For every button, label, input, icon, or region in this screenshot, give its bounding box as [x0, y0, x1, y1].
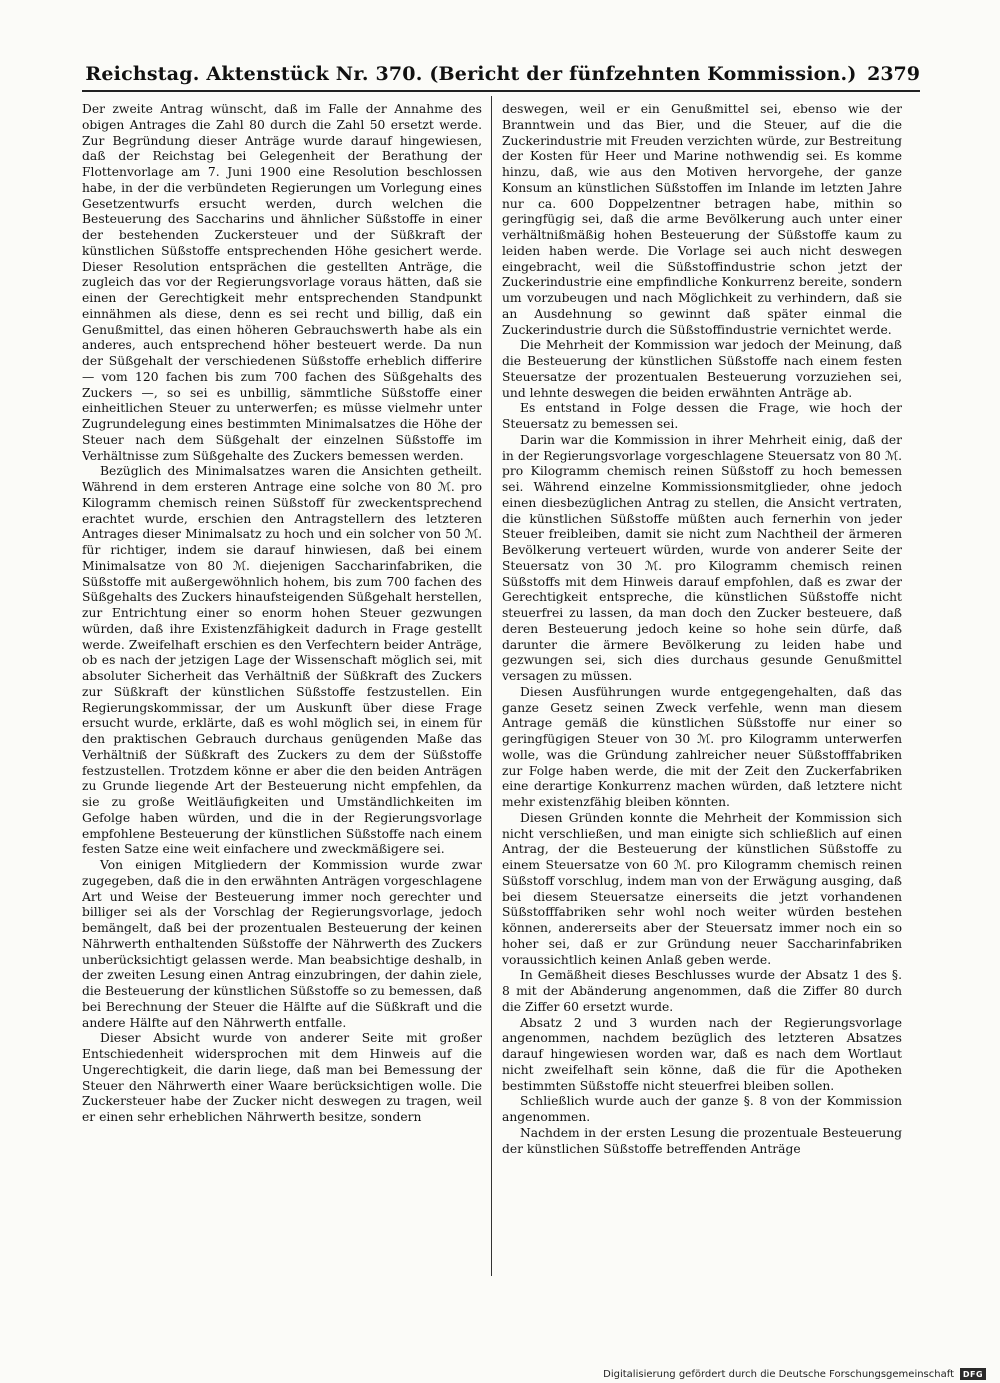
paragraph: Schließlich wurde auch der ganze §. 8 von der Kommission angenommen.: [502, 1094, 902, 1124]
page-number: 2379: [867, 63, 920, 85]
running-header: [82, 56, 920, 92]
header-rule: [82, 90, 920, 92]
paragraph: Diesen Ausführungen wurde entgegengehalten, daß das ganze Gesetz seinen Zweck verfehle, wenn man diesem Antrage gemäß die künstlichen Süßstoffe nur einer so geringfügigen Steuer von 30 ℳ. pro Kilogramm unterwerfen wolle, was die Gründung zahlreicher neuer Süßstofffabriken zur Folge haben werde, die mit der Zeit den Zuckerfabriken eine derartige Konkurrenz machen würden, daß letztere nicht mehr existenzfähig bleiben könnten.: [502, 684, 902, 809]
paragraph: Bezüglich des Minimalsatzes waren die Ansichten getheilt. Während in dem ersteren Antrage eine solche von 80 ℳ. pro Kilogramm chemisch reinen Süßstoff für zweckentsprechend erachtet wurde, erschien den Antragstellern des letzteren Antrages dieser Minimalsatz zu hoch und ein solcher von 50 ℳ. für richtiger, indem sie darauf hinwiesen, daß bei einem Minimalsatze von 80 ℳ. diejenigen Saccharinfabriken, die Süßstoffe mit außergewöhnlich hohem, bis zum 700 fachen des Süßgehalts des Zuckers hinaufsteigenden Süßgehalt herstellen, zur Entrichtung einer so enorm hohen Steuer gezwungen würden, daß ihre Existenzfähigkeit dadurch in Frage gestellt werde. Zweifelhaft erschien es den Verfechtern beider Anträge, ob es nach der jetzigen Lage der Wissenschaft möglich sei, mit absoluter Sicherheit das Verhältniß der Süßkraft des Zuckers zur Süßkraft der künstlichen Süßstoffe festzustellen. Ein Regierungskommissar, der um Auskunft über diese Frage ersucht wurde, erklärte, daß es wohl möglich sei, in einem für den praktischen Gebrauch durchaus genügenden Maße das Verhältniß der Süßkraft des Zuckers zu dem der Süßstoffe festzustellen. Trotzdem könne er aber die den beiden Anträgen zu Grunde liegende Art der Besteuerung nicht empfehlen, da sie zu große Weitläufigkeiten und Umständlichkeiten im Gefolge haben würden, und die in der Regierungsvorlage empfohlene Besteuerung der künstlichen Süßstoffe nach einem festen Satze eine weit einfachere und zweckmäßigere sei.: [82, 464, 482, 857]
funding-footer: [603, 1366, 986, 1382]
paragraph: Darin war die Kommission in ihrer Mehrheit einig, daß der in der Regierungsvorlage vorgeschlagene Steuersatz von 80 ℳ. pro Kilogramm chemisch reinen Süßstoff zu hoch bemessen sei. Während einzelne Kommissionsmitglieder, ohne jedoch einen diesbezüglichen Antrag zu stellen, die Ansicht vertraten, die künstlichen Süßstoffe müßten auch fernerhin von jeder Steuer freibleiben, damit sie nicht zum Nachtheil der ärmeren Bevölkerung verteuert würden, wurde von anderer Seite der Steuersatz von 30 ℳ. pro Kilogramm chemisch reinen Süßstoffs mit dem Hinweis darauf empfohlen, daß es zwar der Gerechtigkeit entspreche, die künstlichen Süßstoffe nicht steuerfrei zu lassen, da man doch den Zucker besteuere, daß deren Besteuerung jedoch keine so hohe sein dürfe, daß darunter die ärmere Bevölkerung zu leiden habe und gezwungen sei, sich dies durchaus gesunde Genußmittel versagen zu müssen.: [502, 432, 902, 683]
paragraph: Es entstand in Folge dessen die Frage, wie hoch der Steuersatz zu bemessen sei.: [502, 401, 902, 431]
paragraph: Diesen Gründen konnte die Mehrheit der Kommission sich nicht verschließen, und man einigte sich schließlich auf einen Antrag, der die Besteuerung der künstlichen Süßstoffe zu einem Steuersatze von 60 ℳ. pro Kilogramm chemisch reinen Süßstoff vorschlug, indem man von der Erwägung ausging, daß bei diesem Steuersatze einerseits die jetzt vorhandenen Süßstofffabriken sehr wohl noch weiter würden bestehen können, andererseits aber der Steuersatz immer noch ein so hoher sei, daß er zur Gründung neuer Saccharinfabriken voraussichtlich keinen Anlaß geben werde.: [502, 810, 902, 967]
paragraph: Absatz 2 und 3 wurden nach der Regierungsvorlage angenommen, nachdem bezüglich des letzteren Absatzes darauf hingewiesen worden war, daß es nach dem Wortlaut nicht zweifelhaft sein könne, daß die für die Apotheken bestimmten Süßstoffe nicht steuerfrei bleiben sollen.: [502, 1015, 902, 1093]
header-title: Reichstag. Aktenstück Nr. 370. (Bericht der fünfzehnten Kommission.): [85, 63, 857, 85]
paragraph: Dieser Absicht wurde von anderer Seite mit großer Entschiedenheit widersprochen mit dem Hinweis auf die Ungerechtigkeit, die darin liege, daß man bei Bemessung der Steuer den Nährwerth einer Waare berücksichtigen wolle. Die Zuckersteuer habe der Zucker nicht deswegen zu tragen, weil er einen sehr erheblichen Nährwerth besitze, sondern: [82, 1031, 482, 1124]
paragraph: Von einigen Mitgliedern der Kommission wurde zwar zugegeben, daß die in den erwähnten Anträgen vorgeschlagene Art und Weise der Besteuerung immer noch gerechter und billiger sei als der Vorschlag der Regierungsvorlage, jedoch bemängelt, daß bei der prozentualen Besteuerung der keinen Nährwerth enthaltenden Süßstoffe der Nährwerth des Zuckers unberücksichtigt gelassen werde. Man beabsichtige deshalb, in der zweiten Lesung einen Antrag einzubringen, der dahin ziele, die Besteuerung der künstlichen Süßstoffe so zu bemessen, daß bei Berechnung der Steuer die Hälfte auf die Süßkraft und die andere Hälfte auf den Nährwerth entfalle.: [82, 858, 482, 1030]
paragraph: Nachdem in der ersten Lesung die prozentuale Besteuerung der künstlichen Süßstoffe betreffenden Anträge: [502, 1125, 902, 1156]
paragraph: Die Mehrheit der Kommission war jedoch der Meinung, daß die Besteuerung der künstlichen Süßstoffe nach einem festen Steuersatze der prozentualen Besteuerung vorzuziehen sei, und lehnte deswegen die beiden erwähnten Anträge ab.: [502, 338, 902, 400]
left-column: [82, 102, 482, 1277]
right-column: [502, 102, 902, 1277]
paragraph: deswegen, weil er ein Genußmittel sei, ebenso wie der Branntwein und das Bier, und die Steuer, auf die die Zuckerindustrie mit Freuden verzichten würde, zur Bestreitung der Kosten für Heer und Marine nothwendig sei. Es komme hinzu, daß, wie aus den Motiven hervorgehe, der ganze Konsum an künstlichen Süßstoffen im Inlande im letzten Jahre nur ca. 600 Doppelzentner betragen habe, mithin so geringfügig sei, daß die arme Bevölkerung auch unter einer verhältnißmäßig hohen Besteuerung der Süßstoffe kaum zu leiden haben werde. Die Vorlage sei auch nicht deswegen eingebracht, weil die Süßstoffindustrie schon jetzt der Zuckerindustrie eine empfindliche Konkurrenz bereite, sondern um vorzubeugen und nach Möglichkeit zu verhindern, daß sie an Ausdehnung so gewinnt daß später einmal die Zuckerindustrie durch die Süßstoffindustrie vernichtet werde.: [502, 102, 902, 337]
paragraph: In Gemäßheit dieses Beschlusses wurde der Absatz 1 des §. 8 mit der Abänderung angenommen, daß die Ziffer 80 durch die Ziffer 60 ersetzt wurde.: [502, 968, 902, 1014]
dfg-logo: DFG: [960, 1368, 986, 1380]
paragraph: Der zweite Antrag wünscht, daß im Falle der Annahme des obigen Antrages die Zahl 80 durch die Zahl 50 ersetzt werde. Zur Begründung dieser Anträge wurde darauf hingewiesen, daß der Reichstag bei Gelegenheit der Berathung der Flottenvorlage am 7. Juni 1900 eine Resolution beschlossen habe, in der die verbündeten Regierungen um Vorlegung eines Gesetzentwurfs ersucht werden, durch welchen die Besteuerung des Saccharins und ähnlicher Süßstoffe in einer der bestehenden Zuckersteuer und der Süßkraft der künstlichen Süßstoffe entsprechenden Höhe gesichert werde. Dieser Resolution entsprächen die gestellten Anträge, die zugleich das vor der Regierungsvorlage voraus hätten, daß sie einen der Gerechtigkeit mehr entsprechenden Standpunkt einnähmen als diese, denn es sei recht und billig, daß ein Genußmittel, das einen höheren Gebrauchswerth habe als ein anderes, auch entsprechend höher besteuert werde. Da nun der Süßgehalt der verschiedenen Süßstoffe erheblich differire — vom 120 fachen bis zum 700 fachen des Süßgehalts des Zuckers —, so sei es unbillig, sämmtliche Süßstoffe einer einheitlichen Steuer zu unterwerfen; es müsse vielmehr unter Zugrundelegung eines bestimmten Minimalsatzes die Höhe der Steuer nach dem Süßgehalt der einzelnen Süßstoffe im Verhältnisse zum Süßgehalte des Zuckers bemessen werden.: [82, 102, 482, 463]
column-divider: [491, 96, 492, 1276]
footer-text: Digitalisierung gefördert durch die Deutsche Forschungsgemeinschaft: [603, 1368, 954, 1380]
